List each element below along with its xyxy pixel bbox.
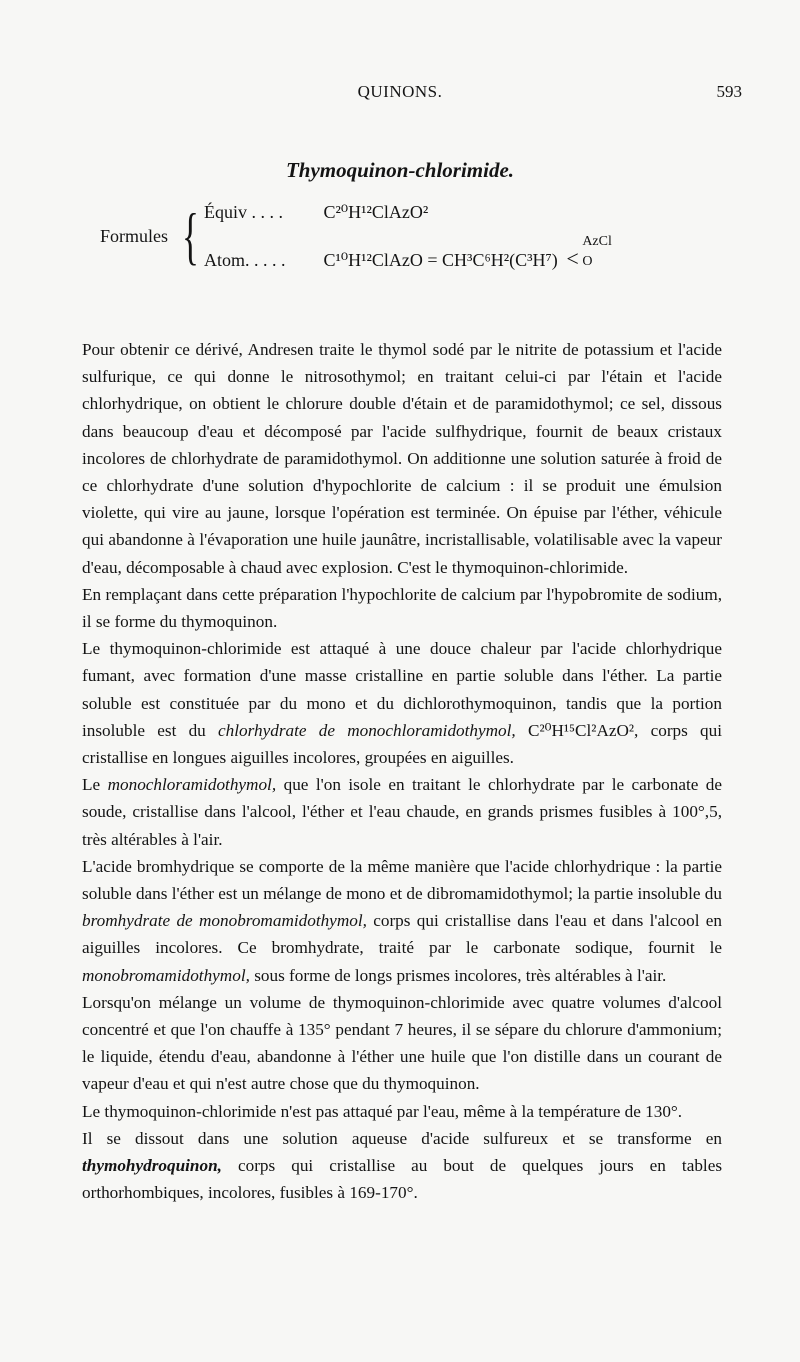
atom-label: Atom. . . . . bbox=[204, 250, 286, 270]
formula-block bbox=[100, 202, 760, 272]
paragraph-5-tail: sous forme de longs prismes incolores, très altérables à l'air. bbox=[254, 965, 667, 985]
paragraph-3-tail: corps qui cristallise en longues aiguilles incolores, groupées en aiguilles. bbox=[82, 720, 723, 768]
paragraph-5-text: L'acide bromhydrique se comporte de la même manière que l'acide chlorhydrique : la partie soluble dans l'éther est un mélange de mono et de dibromamidothymol; la partie insoluble du bbox=[82, 856, 722, 904]
body-text bbox=[82, 336, 722, 1207]
paragraph-6-text: Lorsqu'on mélange un volume de thymoquinon-chlorimide avec quatre volumes d'alcool concentré et que l'on chauffe à 135° pendant 7 heures, il se sépare du chlorure d'ammonium; le liquide, étendu d'eau, abandonne à l'éther une huile que l'on distille dans un courant de vapeur d'eau et qui n'est autre chose que du thymoquinon. bbox=[82, 992, 722, 1094]
equiv-label: Équiv . . . . bbox=[204, 202, 283, 222]
branch-top: AzCl bbox=[582, 234, 612, 249]
page-number: 593 bbox=[716, 82, 742, 101]
paragraph-3-formula: C²⁰H¹⁵Cl²AzO², bbox=[527, 720, 639, 740]
paragraph-8-italic: thymohydroquinon, bbox=[82, 1156, 222, 1176]
paragraph-3 bbox=[82, 635, 722, 771]
paragraph-5-mid: corps qui cristallise dans l'eau et dans l'alcool en aiguilles incolores. Ce bromhydrate, traité par le carbonate sodique, fournit le bbox=[82, 911, 723, 958]
formula-atom-row bbox=[204, 234, 612, 276]
branch-bottom: O bbox=[582, 254, 593, 269]
paragraph-1-text: Pour obtenir ce dérivé, Andresen traite le thymol sodé par le nitrite de potassium et l'acide sulfurique, ce qui donne le nitrosothymol; en traitant celui-ci par l'étain et l'acide chlorhydrique, on obtient le chlorure double d'étain et de paramidothymol; ce sel, dissous dans beaucoup d'eau et décomposé par l'acide sulfhydrique, fournit de beaux cristaux incolores de chlorhydrate de paramidothymol. On additionne une solution saturée à froid de ce chlorhydrate d'une solution d'hypochlorite de calcium : il se produit une émulsion violette, qui vire au jaune, lorsque l'opération est terminée. On épuise par l'éther, véhicule qui abandonne à l'évaporation une huile jaunâtre, incristallisable, volatilisable avec la vapeur d'eau, décomposable à chaud avec explosion. C'est le thymoquinon-chlorimide. bbox=[82, 340, 722, 577]
paragraph-4-text: Le bbox=[82, 775, 101, 795]
paragraph-8 bbox=[82, 1125, 722, 1207]
paragraph-5-italic-2: monobromamidothymol, bbox=[82, 965, 250, 985]
paragraph-4-italic: monochloramidothymol, bbox=[107, 775, 277, 795]
running-title: QUINONS. bbox=[357, 82, 443, 101]
paragraph-2-text: En remplaçant dans cette préparation l'hypochlorite de calcium par l'hypobromite de sodium, il se forme du thymoquinon. bbox=[82, 584, 722, 632]
paragraph-8-tail: corps qui cristallise au bout de quelques jours en tables orthorhombiques, incolores, fusibles à 169-170°. bbox=[82, 1156, 723, 1203]
section-title: Thymoquinon-chlorimide. bbox=[285, 158, 515, 182]
formulas-label: Formules bbox=[100, 226, 169, 246]
paragraph-7-text: Le thymoquinon-chlorimide n'est pas attaqué par l'eau, même à la température de 130°. bbox=[82, 1101, 683, 1121]
paragraph-6 bbox=[82, 989, 722, 1098]
paragraph-5 bbox=[82, 853, 722, 989]
branch-bracket-icon: < bbox=[566, 246, 579, 271]
paragraph-5-italic: bromhydrate de monobromamidothymol, bbox=[82, 911, 367, 931]
atom-formula: C¹⁰H¹²ClAzO = CH³C⁶H²(C³H⁷) bbox=[323, 250, 558, 270]
paragraph-7 bbox=[82, 1098, 722, 1125]
paragraph-2 bbox=[82, 581, 722, 635]
paragraph-3-text: Le thymoquinon-chlorimide est attaqué à une douce chaleur par l'acide chlorhydrique fumant, avec formation d'une masse cristalline en partie soluble dans l'éther. La partie soluble est constituée par du mono et du dichlorothymoquinon, tandis que la portion insoluble est du bbox=[82, 639, 722, 740]
paragraph-8-text: Il se dissout dans une solution aqueuse d'acide sulfureux et se transforme en bbox=[82, 1128, 722, 1148]
formula-branch bbox=[566, 234, 612, 276]
page-header bbox=[0, 82, 800, 106]
paragraph-4-tail: que l'on isole en traitant le chlorhydrate par le carbonate de soude, cristallise dans l'alcool, l'éther et l'eau chaude, en grands prismes fusibles à 100°,5, très altérables à l'air. bbox=[82, 775, 723, 849]
paragraph-3-italic: chlorhydrate de monochloramidothymol, bbox=[218, 720, 516, 740]
paragraph-4 bbox=[82, 771, 722, 853]
brace-icon: { bbox=[182, 200, 199, 271]
formula-equiv-row bbox=[204, 202, 428, 223]
equiv-formula: C²⁰H¹²ClAzO² bbox=[323, 202, 429, 222]
paragraph-1 bbox=[82, 336, 722, 581]
